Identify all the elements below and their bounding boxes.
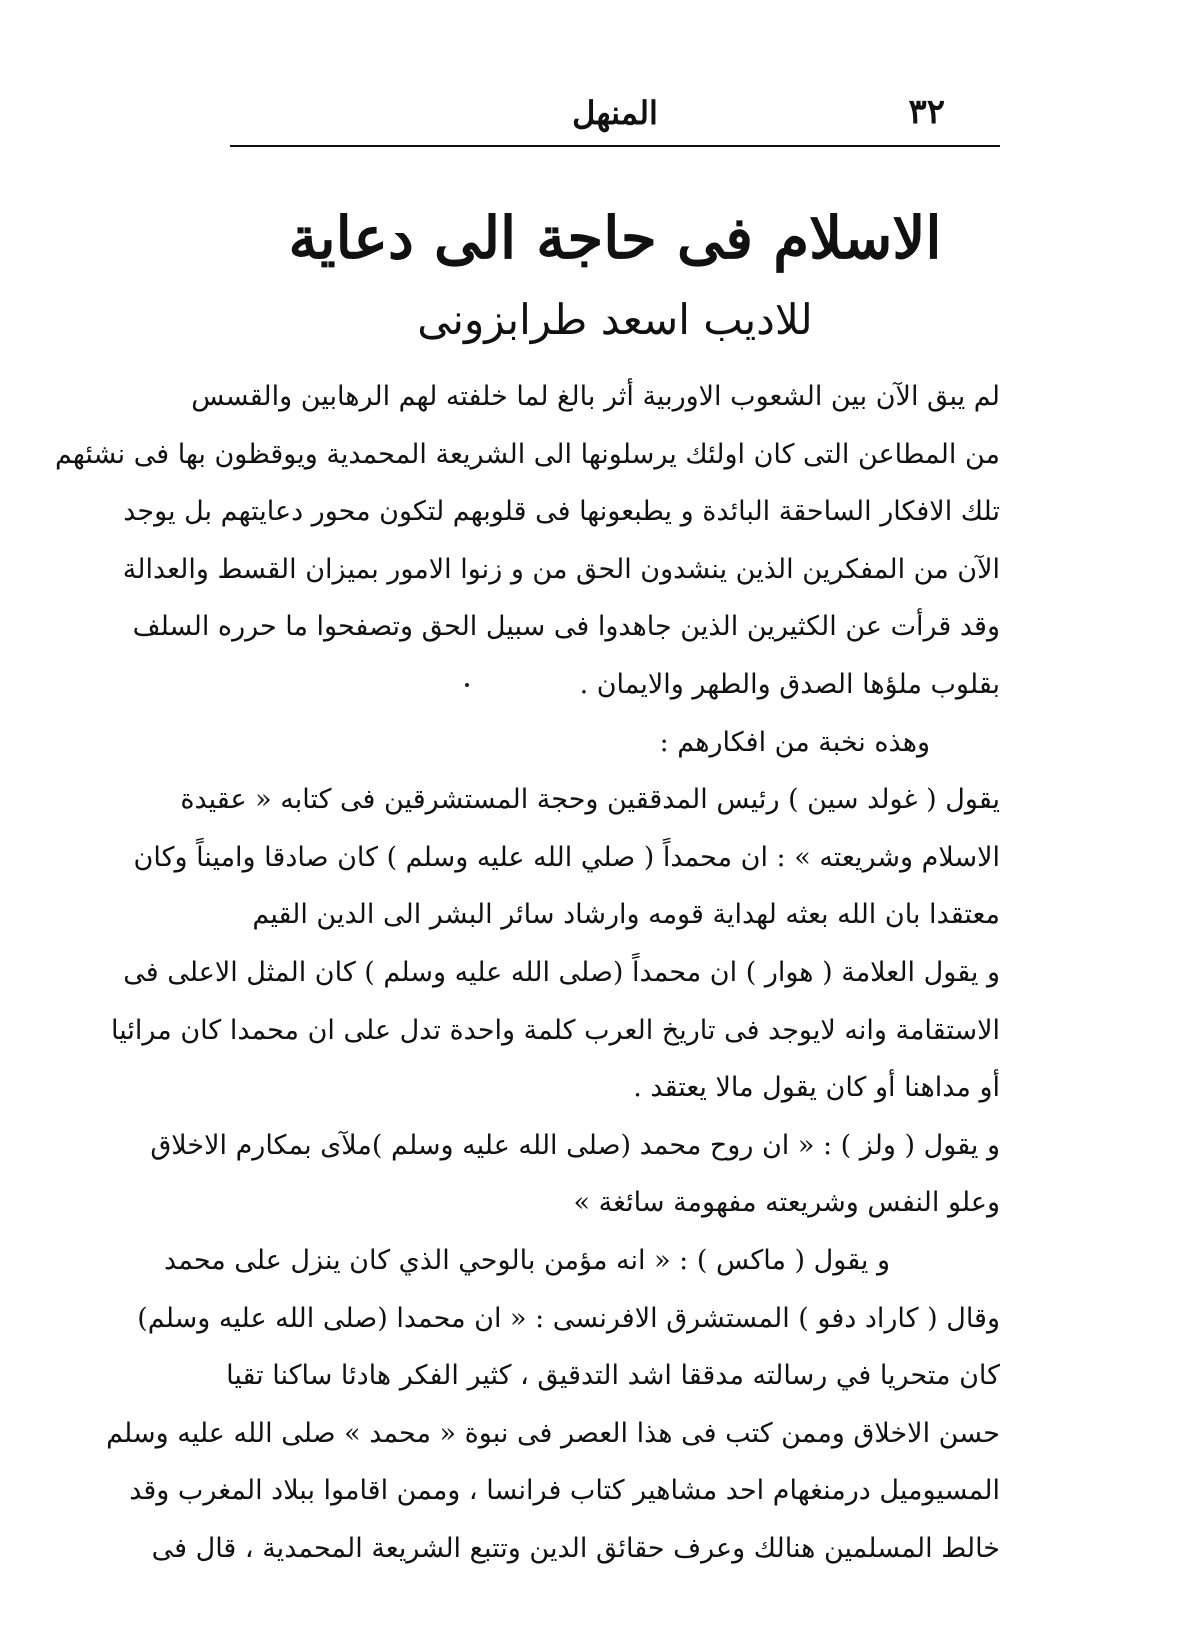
page-number: ٣٢ [908,92,945,132]
body-line: يقول ( غولد سين ) رئيس المدققين وحجة المستشرقين فى كتابه « عقيدة [180,784,1000,816]
body-line: المسيوميل درمنغهام احد مشاهير كتاب فرانسا ، وممن اقاموا ببلاد المغرب وقد [129,1475,1000,1507]
body-line: وهذه نخبة من افكارهم : [659,726,930,758]
page-header [230,92,1000,152]
body-line: وعلو النفس وشريعته مفهومة سائغة » [573,1187,1000,1219]
body-line: الاسلام وشريعته » : ان محمداً ( صلي الله عليه وسلم ) كان صادقا واميناً وكان [133,841,1000,873]
header-divider [230,145,1000,147]
body-line: الآن من المفكرين الذين ينشدون الحق من و زنوا الامور بميزان القسط والعدالة [122,553,1000,585]
body-line: وقد قرأت عن الكثيرين الذين جاهدوا فى سبيل الحق وتصفحوا ما حرره السلف [132,611,1000,643]
article-byline: للاديب اسعد طرابزونى [417,295,813,344]
article-title: الاسلام فى حاجة الى دعاية [288,204,942,272]
body-line: أو مداهنا أو كان يقول مالا يعتقد . [633,1072,1000,1104]
body-line: الاستقامة وانه لايوجد فى تاريخ العرب كلمة واحدة تدل على ان محمدا كان مرائيا [111,1014,1000,1046]
body-line: لم يبق الآن بين الشعوب الاوربية أثر بالغ لما خلفته لهم الرهابين والقسس [191,381,1000,412]
body-line: وقال ( كاراد دفو ) المستشرق الافرنسى : « ان محمدا (صلى الله عليه وسلم) [137,1302,1000,1334]
body-line: من المطاعن التى كان اولئك يرسلونها الى الشريعة المحمدية ويوقظون بها فى نشئهم [54,438,1000,470]
print-speck [465,683,469,687]
body-line: كان متحريا في رسالته مدققا اشد التدقيق ، كثير الفكر هادئا ساكنا تقيا [226,1360,1000,1392]
body-line: و يقول ( ولز ) : « ان روح محمد (صلى الله عليه وسلم )ملآى بمكارم الاخلاق [150,1129,1000,1161]
body-line: تلك الافكار الساحقة البائدة و يطبعونها فى قلوبهم لتكون محور دعايتهم بل يوجد [123,496,1000,528]
body-line: حسن الاخلاق وممن كتب فى هذا العصر فى نبوة « محمد » صلى الله عليه وسلم [106,1417,1000,1449]
body-line: خالط المسلمين هنالك وعرف حقائق الدين وتتبع الشريعة المحمدية ، قال فى [151,1532,1000,1564]
body-line: و يقول العلامة ( هوار ) ان محمداً (صلى الله عليه وسلم ) كان المثل الاعلى فى [123,956,1000,988]
body-line: معتقدا بان الله بعثه لهداية قومه وارشاد سائر البشر الى الدين القيم [252,899,1000,931]
body-line: بقلوب ملؤها الصدق والطهر والايمان . [579,668,1000,700]
running-title: المنهل [572,94,658,132]
body-line: و يقول ( ماكس ) : « انه مؤمن بالوحي الذي كان ينزل على محمد [164,1244,890,1276]
article-body [54,368,1000,1577]
